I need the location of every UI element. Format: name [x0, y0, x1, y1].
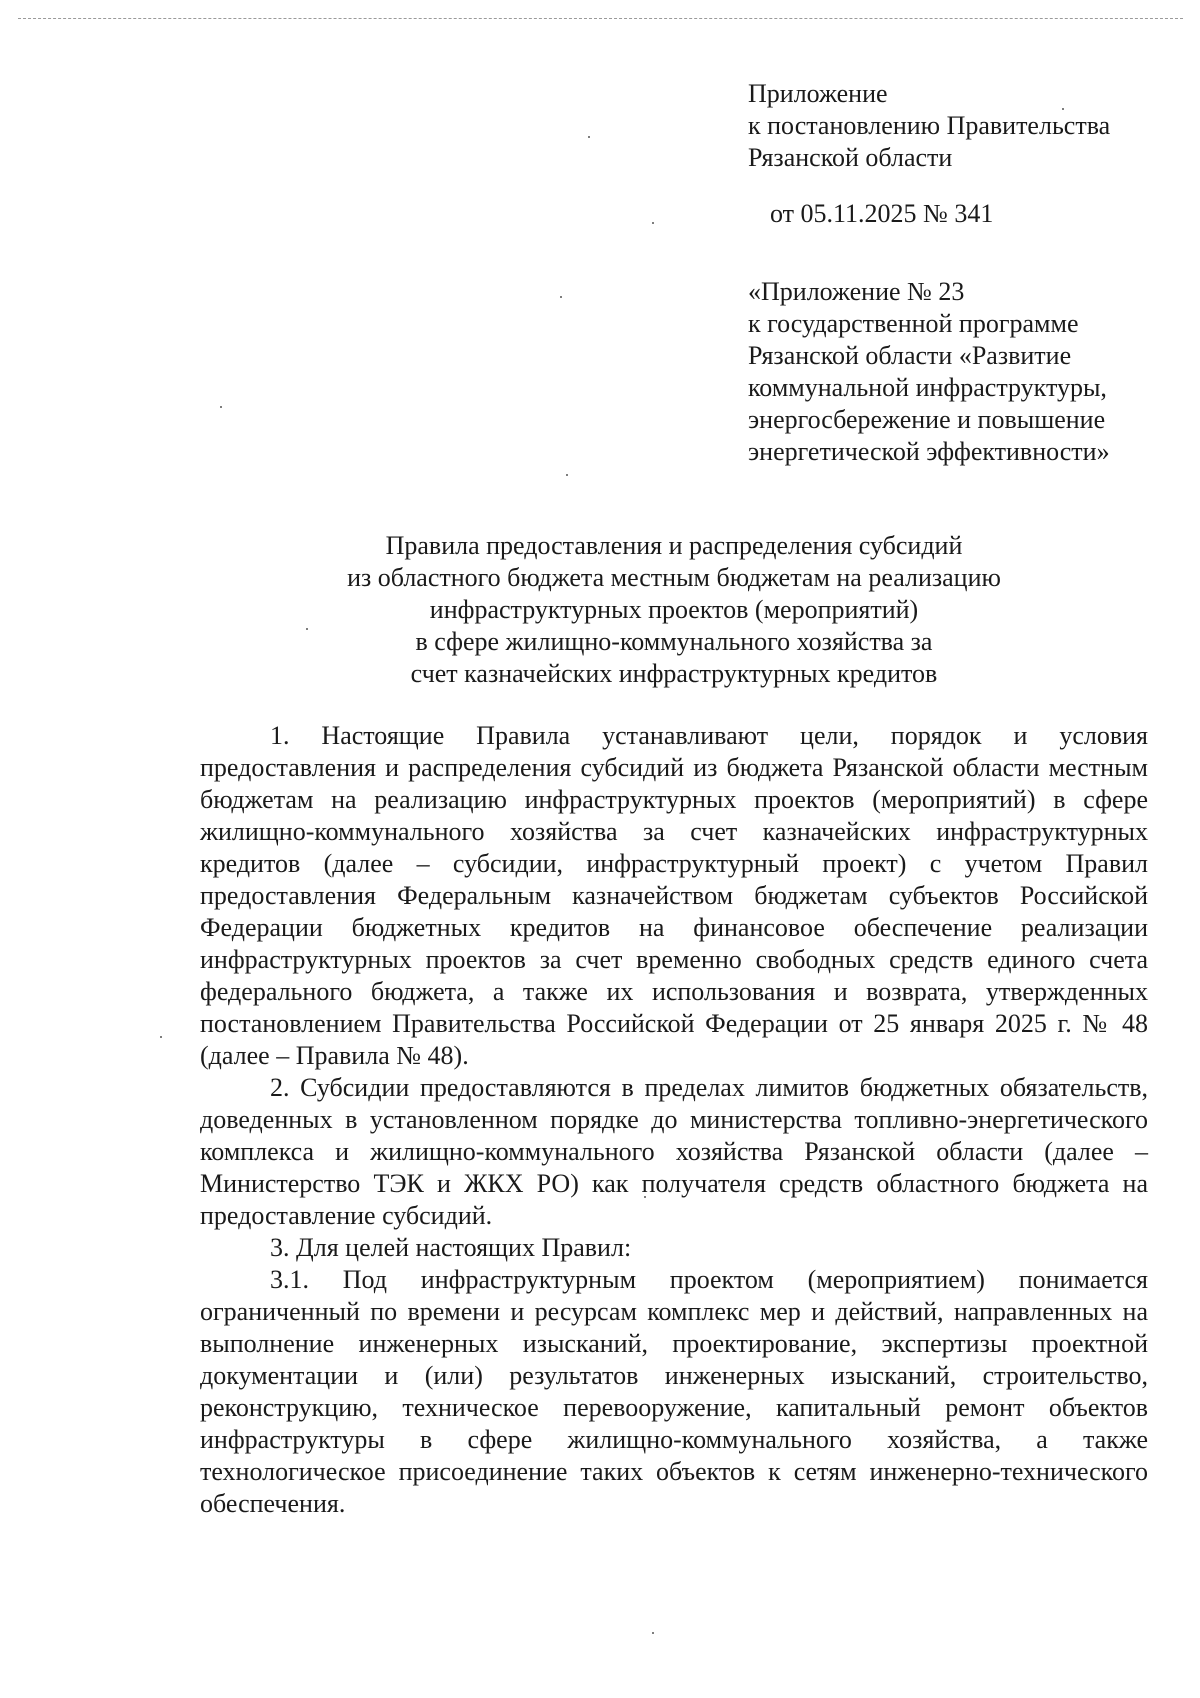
program-appendix-line-1: «Приложение № 23	[748, 277, 965, 306]
approval-date-number: от 05.11.2025 № 341	[770, 199, 994, 228]
scan-speck	[588, 136, 590, 138]
program-appendix-line-3: Рязанской области «Развитие	[748, 341, 1072, 370]
approval-line-2: к постановлению Правительства	[748, 111, 1111, 140]
paragraph-1: 1. Настоящие Правила устанавливают цели, порядок и условия предоставления и распределения субсидий из бюджета Рязанской области местным бюджетам на реализацию инфраструктурных проектов (мероприятий) в сфере жилищно-коммунального хозяйства за счет казначейских инфраструктурных кредитов (далее – субсидии, инфраструктурный проект) с учетом Правил предоставления Федеральным казначейством бюджетам субъектов Российской Федерации бюджетных кредитов на финансовое обеспечение реализации инфраструктурных проектов за счет временно свободных средств единого счета федерального бюджета, а также их использования и возврата, утвержденных постановлением Правительства Российской Федерации от 25 января 2025 г. № 48 (далее – Правила № 48).	[200, 721, 1148, 1070]
scan-speck	[220, 406, 222, 408]
title-line-2: из областного бюджета местным бюджетам на реализацию	[347, 563, 1001, 592]
approval-line-1: Приложение	[748, 79, 888, 108]
program-appendix-line-4: коммунальной инфраструктуры,	[748, 373, 1107, 402]
scan-speck	[160, 1036, 162, 1038]
document-title	[200, 530, 1148, 690]
paragraph-3-1: 3.1. Под инфраструктурным проектом (мероприятием) понимается ограниченный по времени и ресурсам комплекс мер и действий, направленных на выполнение инженерных изысканий, проектирование, экспертизы проектной документации и (или) результатов инженерных изысканий, строительство, реконструкцию, техническое перевооружение, капитальный ремонт объектов инфраструктуры в сфере жилищно-коммунального хозяйства, а также технологическое присоединение таких объектов к сетям инженерно-технического обеспечения.	[200, 1265, 1148, 1518]
program-appendix-line-5: энергосбережение и повышение	[748, 405, 1106, 434]
scan-speck	[652, 1632, 654, 1634]
program-appendix-line-6: энергетической эффективности»	[748, 437, 1110, 466]
scan-speck	[566, 474, 568, 476]
scan-speck	[560, 296, 562, 298]
scan-speck	[652, 222, 654, 224]
paragraph-3: 3. Для целей настоящих Правил:	[270, 1233, 632, 1262]
program-appendix-line-2: к государственной программе	[748, 309, 1079, 338]
title-line-4: в сфере жилищно-коммунального хозяйства за	[415, 627, 933, 656]
approval-line-3: Рязанской области	[748, 143, 953, 172]
approval-reference-block	[748, 78, 1168, 230]
title-line-3: инфраструктурных проектов (мероприятий)	[429, 595, 919, 624]
program-appendix-block	[748, 276, 1168, 468]
document-body	[200, 720, 1148, 1520]
scan-border-line	[18, 18, 1183, 19]
title-line-5: счет казначейских инфраструктурных кредитов	[410, 659, 938, 688]
paragraph-2: 2. Субсидии предоставляются в пределах лимитов бюджетных обязательств, доведенных в установленном порядке до министерства топливно-энергетического комплекса и жилищно-коммунального хозяйства Рязанской области (далее – Министерство ТЭК и ЖКХ РО) как получателя средств областного бюджета на предоставление субсидий.	[200, 1073, 1148, 1230]
title-line-1: Правила предоставления и распределения субсидий	[385, 531, 963, 560]
